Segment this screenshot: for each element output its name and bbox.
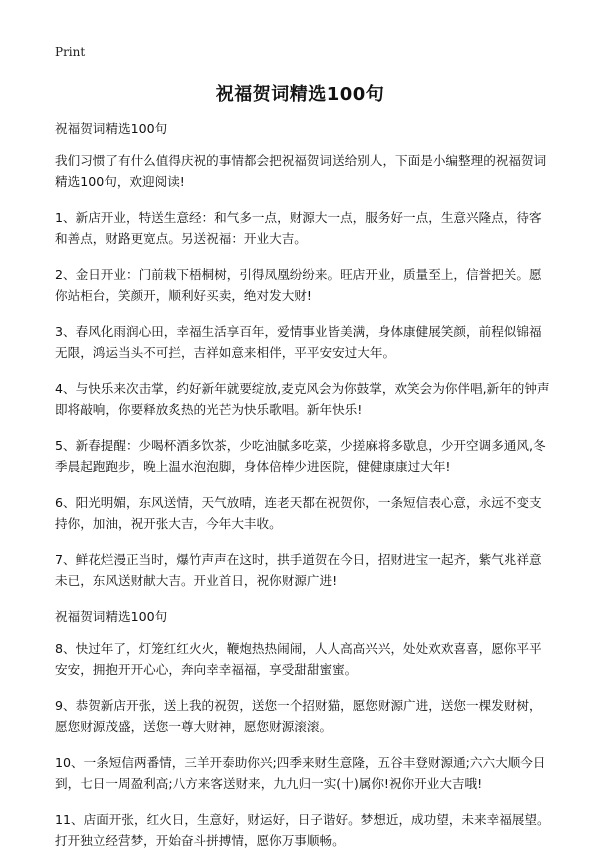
blessing-item-2: 2、金日开业：门前栽下梧桐树，引得凤凰纷纷来。旺店开业，质量至上，信誉把关。愿你站柜台，笑颜开，顺利好买卖，绝对发大财! bbox=[55, 267, 542, 303]
blessing-item-8: 8、快过年了，灯笼红红火火，鞭炮热热闹闹，人人高高兴兴，处处欢欢喜喜，愿你平平安安，拥抱开开心心，奔向幸幸福福，享受甜甜蜜蜜。 bbox=[55, 641, 542, 677]
blessing-item-1: 1、新店开业，特送生意经：和气多一点，财源大一点，服务好一点，生意兴隆点，待客和善点，财路更宽点。另送祝福：开业大吉。 bbox=[55, 210, 542, 246]
blessing-item-11: 11、店面开张，红火日，生意好，财运好，日子谐好。梦想近，成功望，未来幸福展望。打开独立经营梦，开始奋斗拼搏情，愿你万事顺畅。 bbox=[55, 812, 550, 848]
blessing-item-4: 4、与快乐来次击掌，约好新年就要绽放,麦克风会为你鼓掌，欢笑会为你伴唱,新年的钟声即将敲响，你要释放炙热的光芒为快乐歌唱。新年快乐! bbox=[55, 381, 550, 417]
blessing-item-10: 10、一条短信两番情，三羊开泰助你兴;四季来财生意隆，五谷丰登财源通;六六大顺今日到，七日一周盈利高;八方来客送财来，九九归一实(十)属你!祝你开业大吉哦! bbox=[55, 755, 546, 791]
blessing-item-9: 9、恭贺新店开张，送上我的祝贺，送您一个招财猫，愿您财源广进，送您一棵发财树，愿您财源茂盛，送您一尊大财神，愿您财源滚滚。 bbox=[55, 698, 542, 734]
print-link[interactable]: Print bbox=[55, 45, 86, 59]
blessing-item-6: 6、阳光明媚，东风送情，天气放晴，连老天都在祝贺你，一条短信表心意，永远不变支持你，加油，祝开张大吉，今年大丰收。 bbox=[55, 495, 542, 531]
intro-paragraph: 我们习惯了有什么值得庆祝的事情都会把祝福贺词送给别人，下面是小编整理的祝福贺词精选100句，欢迎阅读! bbox=[55, 153, 547, 189]
article-body bbox=[55, 118, 550, 866]
blessing-item-7: 7、鲜花烂漫正当时，爆竹声声在这时，拱手道贺在今日，招财进宝一起齐，紫气兆祥意未已，东风送财献大吉。开业首日，祝你财源广进! bbox=[55, 552, 542, 588]
blessing-item-5: 5、新春提醒：少喝杯酒多饮茶，少吃油腻多吃菜，少搓麻将多歇息，少开空调多通风,冬季晨起跑跑步，晚上温水泡泡脚，身体倍棒少进医院，健健康康过大年! bbox=[55, 438, 546, 474]
section-heading: 祝福贺词精选100句 bbox=[55, 121, 168, 136]
section-heading: 祝福贺词精选100句 bbox=[55, 609, 168, 624]
page-title: 祝福贺词精选100句 bbox=[215, 84, 385, 105]
blessing-item-3: 3、春风化雨润心田，幸福生活享百年，爱情事业皆美满，身体康健展笑颜，前程似锦福无限，鸿运当头不可拦，吉祥如意来相伴，平平安安过大年。 bbox=[55, 324, 542, 360]
